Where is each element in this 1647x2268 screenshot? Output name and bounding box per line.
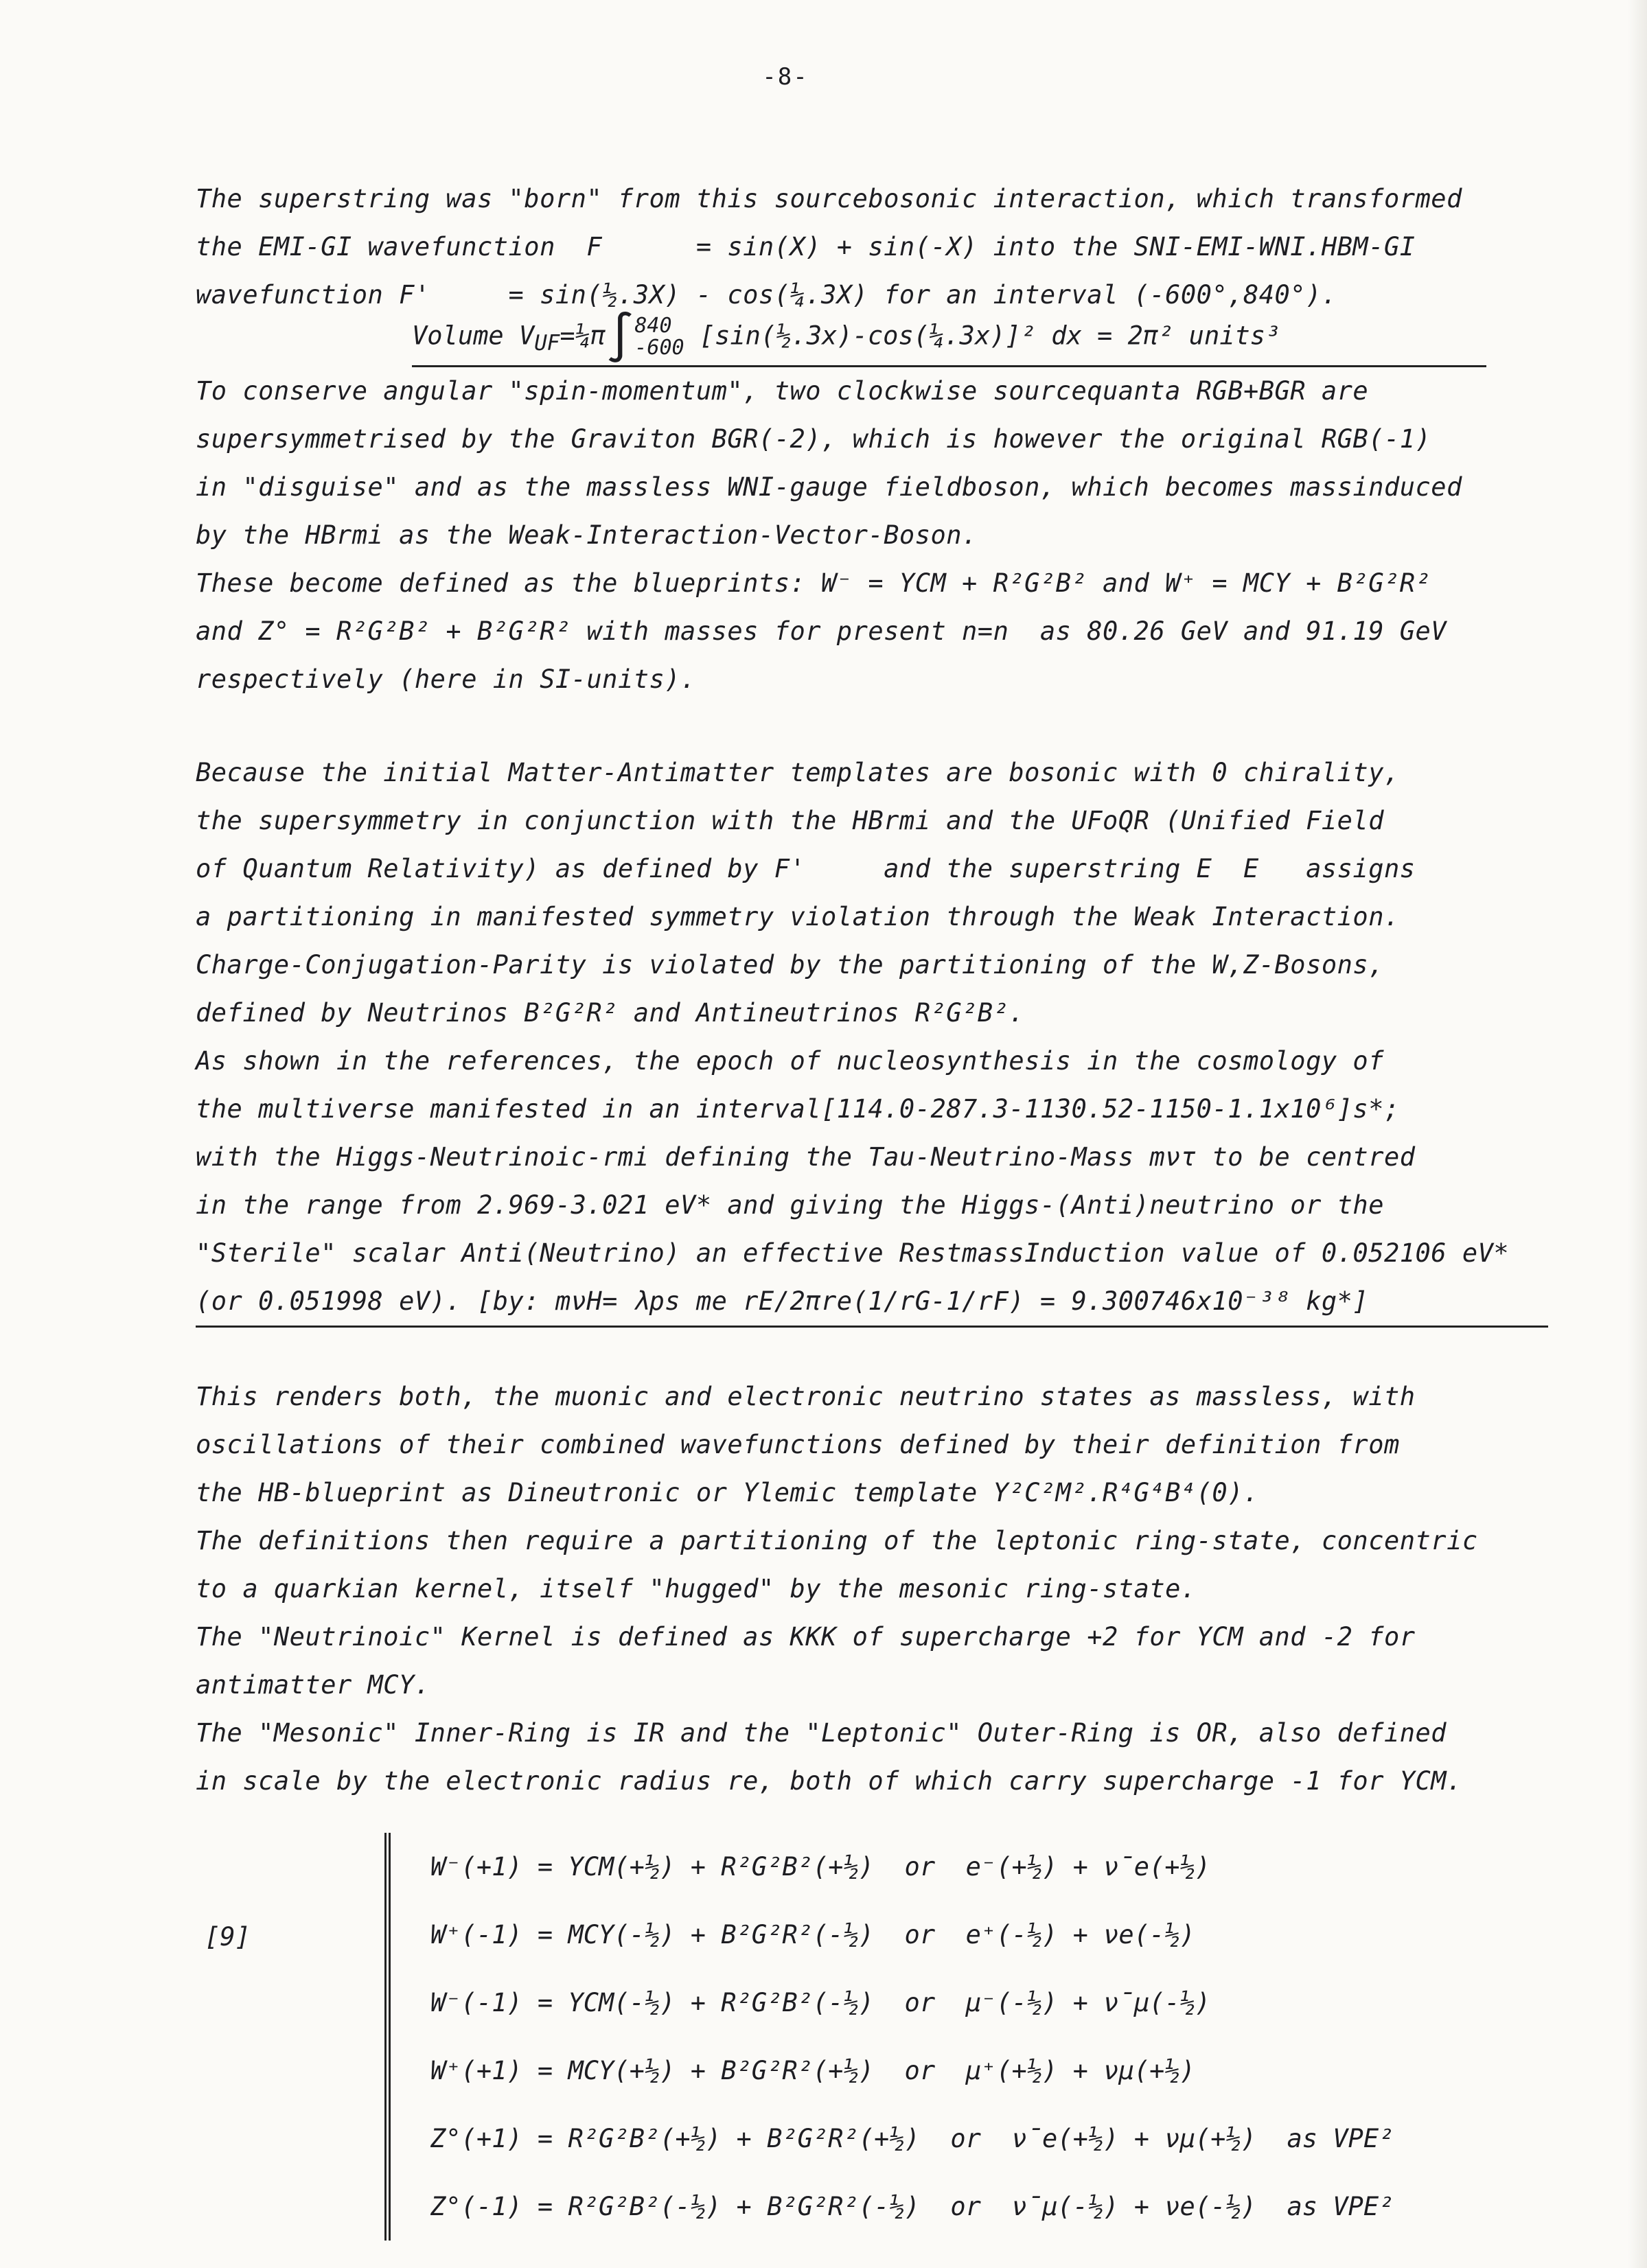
text-line: oscillations of their combined wavefunctions defined by their definition from (196, 1430, 1400, 1459)
text-line: The "Neutrinoic" Kernel is defined as KKK of supercharge +2 for YCM and -2 for (196, 1622, 1416, 1652)
equation-line: W⁻(-1) = YCM(-½) + R²G²B²(-½) or μ⁻(-½) + ν̄μ(-½) (430, 1988, 1211, 2017)
volume-factor: =¼π (560, 321, 606, 351)
equation-line: W⁺(-1) = MCY(-½) + B²G²R²(-½) or e⁺(-½) + νe(-½) (430, 1920, 1195, 1949)
text-line: antimatter MCY. (196, 1670, 430, 1700)
lower-limit: -600 (634, 336, 684, 360)
text-line: in "disguise" and as the massless WNI-gauge fieldboson, which becomes massinduced (196, 472, 1462, 502)
text-line: the EMI-GI wavefunction F = sin(X) + sin(-X) into the SNI-EMI-WNI.HBM-GI (196, 232, 1416, 262)
text-line: Charge-Conjugation-Parity is violated by the partitioning of the W,Z-Bosons, (196, 950, 1384, 980)
text-line: The definitions then require a partitioning of the leptonic ring-state, concentric (196, 1526, 1478, 1555)
text-line: supersymmetrised by the Graviton BGR(-2), which is however the original RGB(-1) (196, 424, 1431, 454)
equation-line: W⁻(+1) = YCM(+½) + R²G²B²(+½) or e⁻(+½) + ν̄e(+½) (430, 1852, 1211, 1882)
text-line: a partitioning in manifested symmetry violation through the Weak Interaction. (196, 902, 1400, 931)
equation-line: Z°(+1) = R²G²B²(+½) + B²G²R²(+½) or ν̄e(+½) + νμ(+½) as VPE² (430, 2124, 1394, 2153)
text-line: wavefunction F' = sin(½.3X) - cos(¼.3X) for an interval (-600°,840°). (196, 280, 1337, 310)
equation-number: [9] (205, 1922, 251, 1952)
text-line: in the range from 2.969-3.021 eV* and giving the Higgs-(Anti)neutrino or the (196, 1190, 1384, 1220)
text-line: the HB-blueprint as Dineutronic or Ylemic template Y²C²M².R⁴G⁴B⁴(0). (196, 1478, 1259, 1507)
page-number: -8- (762, 63, 809, 91)
text-line: Because the initial Matter-Antimatter templates are bosonic with 0 chirality, (196, 758, 1400, 787)
spacer (196, 704, 1548, 749)
text-line: respectively (here in SI-units). (196, 664, 696, 694)
text-line: the supersymmetry in conjunction with the HBrmi and the UFoQR (Unified Field (196, 806, 1384, 835)
equation-block (384, 1833, 1529, 2241)
text-line: (or 0.051998 eV). [by: mνH= λps me rE/2πre(1/rG-1/rF) = 9.300746x10⁻³⁸ kg*] (196, 1277, 1548, 1328)
equation-line: W⁺(+1) = MCY(+½) + B²G²R²(+½) or μ⁺(+½) + νμ(+½) (430, 2056, 1195, 2085)
text-line: by the HBrmi as the Weak-Interaction-Vector-Boson. (196, 520, 978, 550)
text-line: to a quarkian kernel, itself "hugged" by the mesonic ring-state. (196, 1574, 1197, 1604)
upper-limit: 840 (634, 314, 672, 338)
integral-sign: ∫ (606, 309, 635, 365)
text-line: As shown in the references, the epoch of nucleosynthesis in the cosmology of (196, 1046, 1384, 1076)
text-line: These become defined as the blueprints: W⁻ = YCM + R²G²B² and W⁺ = MCY + B²G²R² (196, 568, 1431, 598)
volume-equation (412, 309, 1486, 367)
text-line: with the Higgs-Neutrinoic-rmi defining the Tau-Neutrino-Mass mντ to be centred (196, 1142, 1416, 1172)
text-line: the multiverse manifested in an interval[114.0-287.3-1130.52-1150-1.1x10⁶]s*; (196, 1094, 1400, 1124)
text-line: The "Mesonic" Inner-Ring is IR and the "Leptonic" Outer-Ring is OR, also defined (196, 1718, 1447, 1748)
document-body (196, 175, 1548, 1805)
text-line: and Z° = R²G²B² + B²G²R² with masses for present n=n as 80.26 GeV and 91.19 GeV (196, 616, 1447, 646)
volume-subscript: UF (534, 330, 560, 356)
text-line: The superstring was "born" from this sourcebosonic interaction, which transformed (196, 184, 1462, 213)
text-line: "Sterile" scalar Anti(Neutrino) an effective RestmassInduction value of 0.052106 eV* (196, 1238, 1510, 1268)
spacer (196, 1328, 1548, 1373)
text-line: To conserve angular "spin-momentum", two clockwise sourcequanta RGB+BGR are (196, 376, 1369, 406)
integral-limits (634, 315, 684, 359)
text-line: This renders both, the muonic and electronic neutrino states as massless, with (196, 1382, 1416, 1411)
text-line: of Quantum Relativity) as defined by F' and the superstring E E assigns (196, 854, 1416, 883)
text-line: defined by Neutrinos B²G²R² and Antineutrinos R²G²B². (196, 998, 1025, 1028)
equation-line: Z°(-1) = R²G²B²(-½) + B²G²R²(-½) or ν̄μ(-½) + νe(-½) as VPE² (430, 2192, 1394, 2221)
integrand: [sin(½.3x)-cos(¼.3x)]² dx = 2π² units³ (684, 321, 1281, 351)
page-edge-shadow (1628, 0, 1647, 2268)
text-line: in scale by the electronic radius re, both of which carry supercharge -1 for YCM. (196, 1766, 1462, 1796)
volume-prefix: Volume V (412, 321, 535, 351)
